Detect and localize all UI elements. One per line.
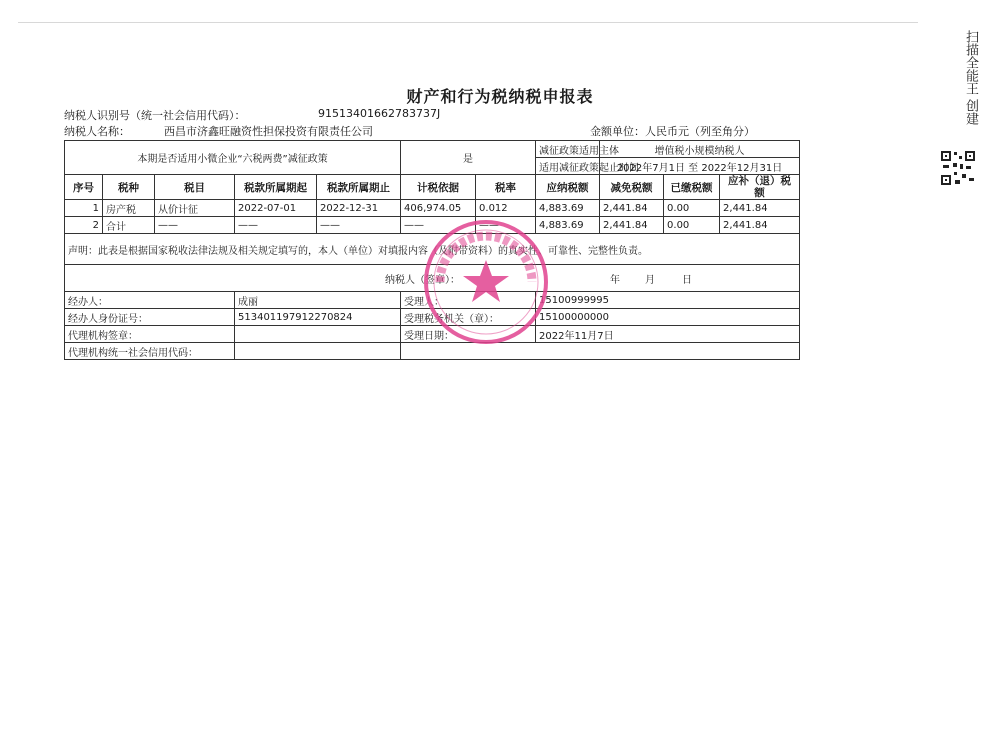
row-cell: 从价计征 — [155, 200, 235, 217]
handler-value: 成丽 — [235, 292, 401, 309]
row-cell: 2022-07-01 — [235, 200, 317, 217]
policy-row-1 — [65, 141, 800, 158]
row-cell: —— — [155, 217, 235, 234]
page-title: 财产和行为税纳税申报表 — [406, 87, 594, 106]
policy-answer: 是 — [401, 141, 536, 175]
row-cell: 4,883.69 — [536, 217, 600, 234]
policy-period-value: 2022年7月1日 至 2022年12月31日 — [600, 158, 800, 175]
scan-edge — [18, 22, 918, 23]
amount-unit: 金额单位：人民币元（列至角分） — [590, 125, 755, 138]
header-cell: 税目 — [155, 175, 235, 200]
signature-year: 年 — [610, 275, 620, 286]
header-cell: 计税依据 — [401, 175, 476, 200]
policy-subject-label: 减征政策适用主体 — [536, 141, 600, 158]
row-cell: 房产税 — [103, 200, 155, 217]
taxpayer-name-value: 西昌市济鑫旺融资性担保投资有限责任公司 — [164, 125, 373, 138]
handler-label: 经办人： — [65, 292, 235, 309]
taxpayer-seal-label: 纳税人（签章）： — [385, 275, 460, 286]
header-cell: 税率 — [476, 175, 536, 200]
receiver-label: 受理人： — [401, 292, 536, 309]
header-cell: 税种 — [103, 175, 155, 200]
taxpayer-id-value: 91513401662783737J — [318, 107, 441, 120]
header-cell: 税款所属期起 — [235, 175, 317, 200]
qr-code-icon — [940, 150, 976, 186]
policy-question: 本期是否适用小微企业“六税两费”减征政策 — [65, 141, 401, 175]
row-cell: 0.00 — [664, 217, 720, 234]
row-cell: —— — [317, 217, 401, 234]
row-cell: 2 — [65, 217, 103, 234]
row-cell: —— — [476, 217, 536, 234]
row-cell: 2,441.84 — [720, 217, 800, 234]
tax-office-label: 受理税务机关（章）： — [401, 309, 536, 326]
row-cell: 2,441.84 — [720, 200, 800, 217]
date-label: 受理日期： — [401, 326, 536, 343]
row-cell: 合计 — [103, 217, 155, 234]
agency-seal-value — [235, 326, 401, 343]
scanner-watermark: 扫描全能王 创建 — [963, 30, 978, 126]
declaration-text: 声明：此表是根据国家税收法律法规及相关规定填写的，本人（单位）对填报内容（及附带资料）的真实性、可靠性、完整性负责。 — [65, 234, 800, 265]
policy-subject-value: 增值税小规模纳税人 — [600, 141, 800, 158]
row-cell: 2,441.84 — [600, 200, 664, 217]
header-cell: 减免税额 — [600, 175, 664, 200]
header-cell: 税款所属期止 — [317, 175, 401, 200]
signature-day: 日 — [682, 275, 692, 286]
row-cell: 1 — [65, 200, 103, 217]
tax-office-value: 15100000000 — [536, 309, 800, 326]
receiver-value: 15100999995 — [536, 292, 800, 309]
taxpayer-id-label: 纳税人识别号（统一社会信用代码）： — [64, 109, 246, 122]
header-cell: 序号 — [65, 175, 103, 200]
row-cell: 0.012 — [476, 200, 536, 217]
table-row — [65, 200, 800, 217]
handler-id-label: 经办人身份证号： — [65, 309, 235, 326]
header-cell: 已缴税额 — [664, 175, 720, 200]
table-header-row — [65, 175, 800, 200]
handler-id-value: 513401197912270824 — [235, 309, 401, 326]
date-value: 2022年11月7日 — [536, 326, 800, 343]
official-seal-stamp — [422, 218, 550, 346]
agency-credit-value — [235, 343, 401, 360]
header-cell: 应补（退）税额 — [720, 175, 800, 200]
header-cell: 应纳税额 — [536, 175, 600, 200]
row-cell: 2,441.84 — [600, 217, 664, 234]
row-cell: —— — [235, 217, 317, 234]
agency-credit-label: 代理机构统一社会信用代码： — [65, 343, 235, 360]
agency-seal-label: 代理机构签章： — [65, 326, 235, 343]
row-cell: 0.00 — [664, 200, 720, 217]
row-cell: —— — [401, 217, 476, 234]
policy-period-label: 适用减征政策起止时间 — [536, 158, 600, 175]
row-cell: 4,883.69 — [536, 200, 600, 217]
row-cell: 406,974.05 — [401, 200, 476, 217]
taxpayer-name-label: 纳税人名称： — [64, 125, 130, 138]
signature-month: 月 — [645, 275, 655, 286]
row-cell: 2022-12-31 — [317, 200, 401, 217]
